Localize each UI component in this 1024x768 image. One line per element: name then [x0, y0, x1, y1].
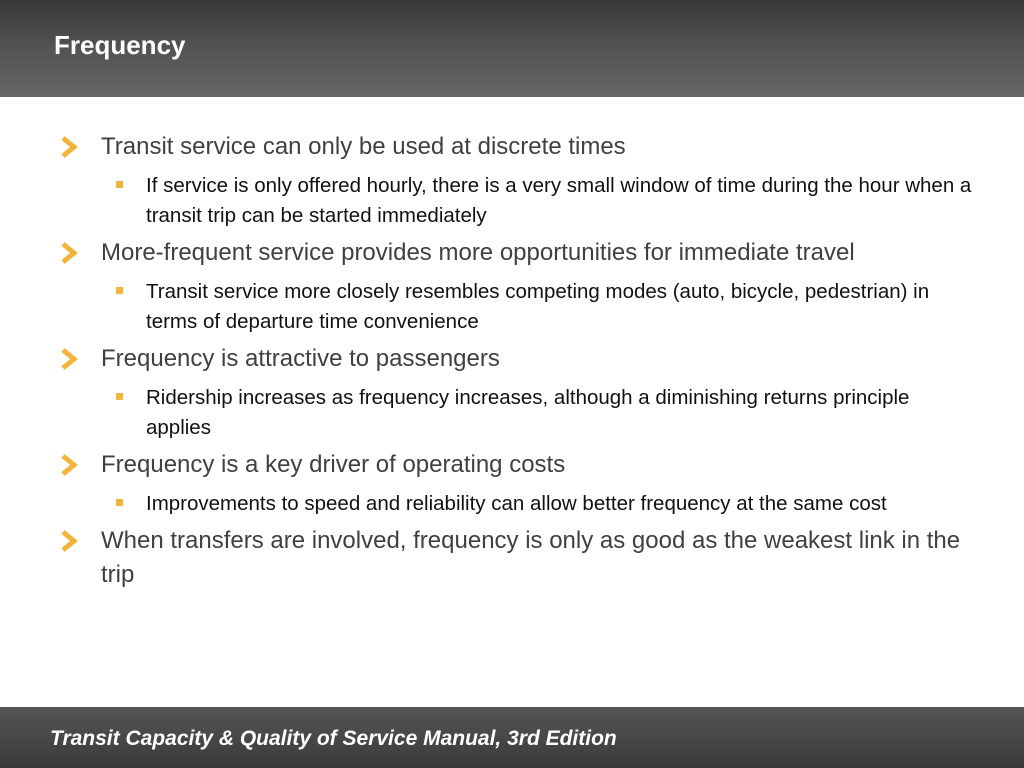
chevron-right-icon	[58, 346, 80, 372]
sub-bullet-item	[0, 171, 1024, 231]
slide-title: Frequency	[54, 30, 186, 60]
bullet-text: Transit service can only be used at discrete times	[101, 133, 626, 160]
sub-bullet-item	[0, 489, 1024, 519]
bullet-text: More-frequent service provides more opportunities for immediate travel	[101, 239, 855, 266]
sub-bullet-text: Improvements to speed and reliability can allow better frequency at the same cost	[146, 492, 887, 515]
bullet-item	[0, 236, 1024, 270]
sub-bullet-text: Ridership increases as frequency increases, although a diminishing returns principle applies	[146, 386, 910, 439]
sub-bullet-text: If service is only offered hourly, there is a very small window of time during the hour when a transit trip can be started immediately	[146, 174, 972, 227]
chevron-right-icon	[58, 134, 80, 160]
bullet-item	[0, 342, 1024, 376]
chevron-right-icon	[58, 240, 80, 266]
slide-footer	[0, 707, 1024, 768]
chevron-right-icon	[58, 452, 80, 478]
bullet-item	[0, 448, 1024, 482]
bullet-item	[0, 524, 1024, 592]
sub-bullet-text: Transit service more closely resembles competing modes (auto, bicycle, pedestrian) in terms of departure time convenience	[146, 280, 930, 333]
square-bullet-icon	[116, 181, 123, 188]
slide-header	[0, 0, 1024, 97]
bullet-text: Frequency is a key driver of operating costs	[101, 451, 566, 478]
bullet-text: When transfers are involved, frequency is only as good as the weakest link in the trip	[101, 527, 961, 588]
sub-bullet-item	[0, 277, 1024, 337]
slide-content	[0, 130, 1024, 592]
square-bullet-icon	[116, 499, 123, 506]
bullet-item	[0, 130, 1024, 164]
chevron-right-icon	[58, 528, 80, 554]
bullet-text: Frequency is attractive to passengers	[101, 345, 500, 372]
square-bullet-icon	[116, 287, 123, 294]
footer-text: Transit Capacity & Quality of Service Manual, 3rd Edition	[50, 727, 617, 750]
square-bullet-icon	[116, 393, 123, 400]
sub-bullet-item	[0, 383, 1024, 443]
